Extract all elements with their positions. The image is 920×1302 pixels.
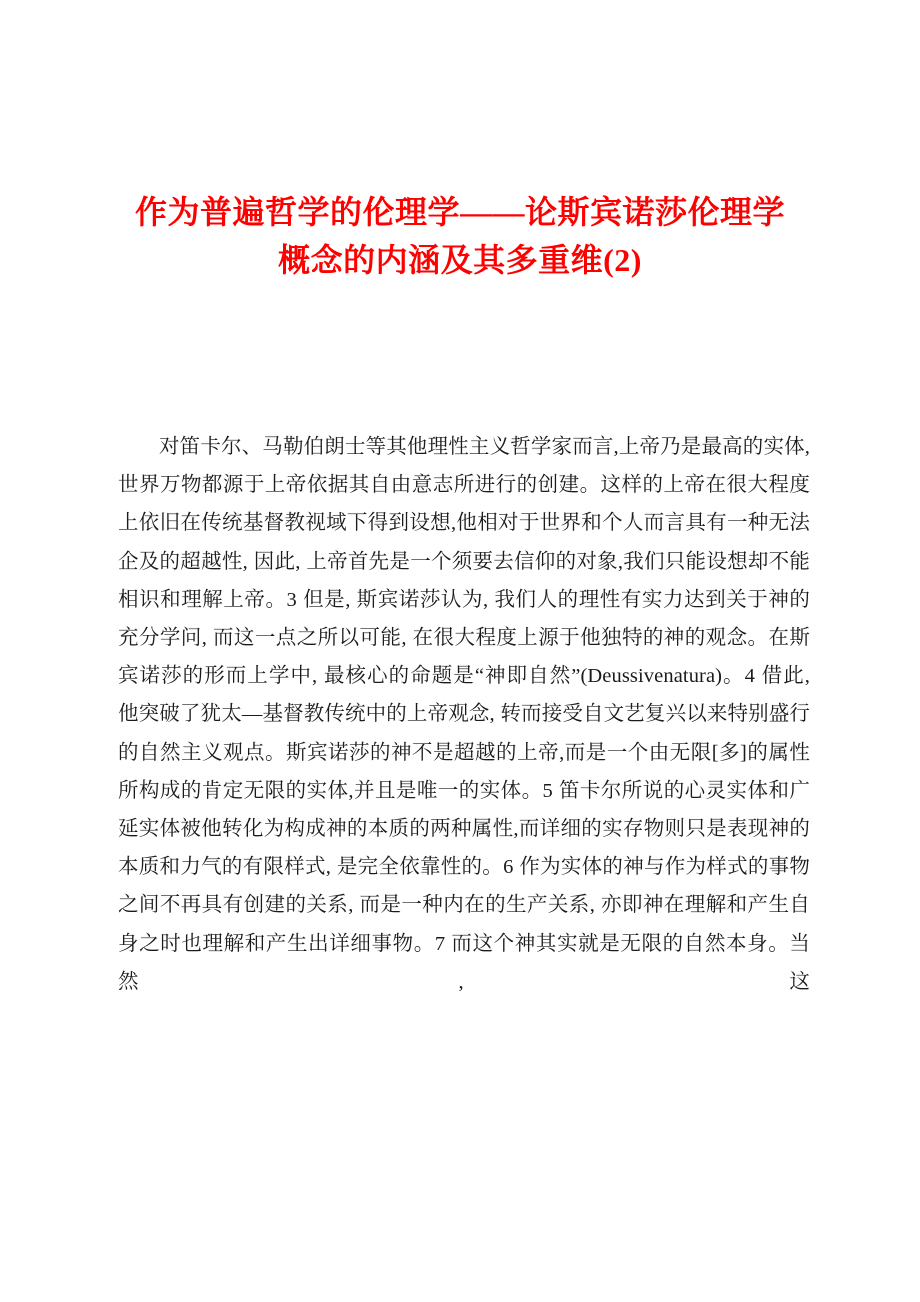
body-paragraph: 对笛卡尔、马勒伯朗士等其他理性主义哲学家而言,上帝乃是最高的实体,世界万物都源于上帝依据其自由意志所进行的创建。这样的上帝在很大程度上依旧在传统基督教视域下得到设想,他相对于世界和个人而言具有一种无法企及的超越性, 因此, 上帝首先是一个须要去信仰的对象,我们只能设想却不能相识和理解上帝。3 但是, 斯宾诺莎认为, 我们人的理性有实力达到关于神的充分学问, 而这一点之所以可能, 在很大程度上源于他独特的神的观念。在斯宾诺莎的形而上学中, 最核心的命题是“神即自然”(Deussivenatura)。4 借此, 他突破了犹太—基督教传统中的上帝观念, 转而接受自文艺复兴以来特别盛行的自然主义观点。斯宾诺莎的神不是超越的上帝,而是一个由无限[多]的属性所构成的肯定无限的实体,并且是唯一的实体。5 笛卡尔所说的心灵实体和广延实体被他转化为构成神的本质的两种属性,而详细的实存物则只是表现神的本质和力气的有限样式, 是完全依靠性的。6 作为实体的神与作为样式的事物之间不再具有创建的关系, 而是一种内在的生产关系, 亦即神在理解和产生自身之时也理解和产生出详细事物。7 而这个神其实就是无限的自然本身。当然, 这 xyxy=(118,436,810,993)
page-title-line-1: 作为普遍哲学的伦理学——论斯宾诺莎伦理学 xyxy=(134,194,785,230)
page-title xyxy=(0,188,920,284)
body-text xyxy=(118,428,810,1039)
page-title-line-2: 概念的内涵及其多重维(2) xyxy=(278,242,642,278)
